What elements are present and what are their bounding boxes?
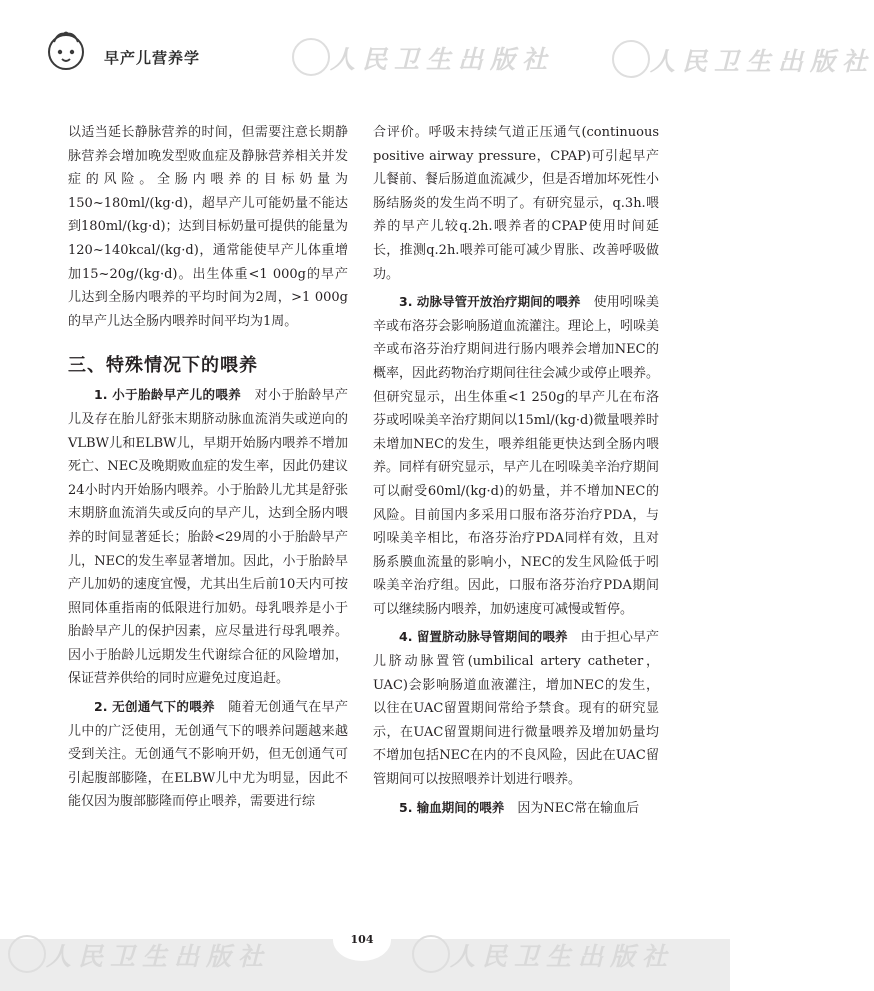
watermark-seal-icon [292,38,330,76]
subsection-body: 由于担心早产儿脐动脉置管(umbilical artery catheter，UAC)会影响肠道血液灌注，增加NEC的发生，以往在UAC留置期间常给予禁食。现有的研究显示，在UAC留置期间进行微量喂养及增加奶量均不增加包括NEC在内的不良风险，因此在UAC留管期间可以按照喂养计划进行喂养。 [373,630,659,788]
subsection-title: 3. 动脉导管开放治疗期间的喂养 [399,294,581,310]
book-title: 早产儿营养学 [104,49,201,67]
subsection-4 [373,625,659,791]
subsection-title: 2. 无创通气下的喂养 [94,699,215,715]
subsection-body: 对小于胎龄早产儿及存在胎儿舒张末期脐动脉血流消失或逆向的VLBW儿和ELBW儿，早期开始肠内喂养不增加死亡、NEC及晚期败血症的发生率，因此仍建议24小时内开始肠内喂养。小于胎龄儿尤其是舒张末期脐血流消失或反向的早产儿，达到全肠内喂养的时间显著延长；胎龄<29周的小于胎龄早产儿，NEC的发生率显著增加。因此，小于胎龄早产儿加奶的速度宜慢，尤其出生后前10天内可按照同体重指南的低限进行加奶。母乳喂养是小于胎龄早产儿的保护因素，应尽量进行母乳喂养。因小于胎龄儿远期发生代谢综合征的风险增加，保证营养供给的同时应避免过度追赶。 [68,388,348,687]
section-heading: 三、特殊情况下的喂养 [68,355,258,377]
subsection-title: 1. 小于胎龄早产儿的喂养 [94,387,242,403]
left-column [68,121,348,814]
subsection-1 [68,383,348,691]
subsection-body: 使用吲哚美辛或布洛芬会影响肠道血流灌注。理论上，吲哚美辛或布洛芬治疗期间进行肠内喂养会增加NEC的概率，因此药物治疗期间往往会减少或停止喂养。但研究显示，出生体重<1 250g的早产儿在布洛芬或吲哚美辛治疗期间以15ml/(kg·d)微量喂养时未增加NEC的发生，喂养组能更快达到全肠内喂养。同样有研究显示，早产儿在吲哚美辛治疗期间可以耐受60ml/(kg·d)的奶量，并不增加NEC的风险。目前国内多采用口服布洛芬治疗PDA，与吲哚美辛相比，布洛芬治疗PDA同样有效，且对肠系膜血流量的影响小，NEC的发生风险低于吲哚美辛治疗组。因此，口服布洛芬治疗PDA期间可以继续肠内喂养，加奶速度可减慢或暂停。 [373,295,660,617]
watermark: 人民卫生出版社 [650,47,874,76]
subsection-title: 4. 留置脐动脉导管期间的喂养 [399,629,568,645]
subsection-2 [68,695,348,814]
page-number: 104 [350,933,374,946]
watermark: 人民卫生出版社 [46,942,271,971]
baby-face-logo-icon [44,28,88,72]
subsection-title: 5. 输血期间的喂养 [399,799,505,815]
paragraph: 合评价。呼吸末持续气道正压通气(continuous positive airway pressure，CPAP)可引起早产儿餐前、餐后肠道血流减少，但是否增加坏死性小肠结肠炎的发生尚不明了。有研究显示，q.3h.喂养的早产儿较q.2h.喂养者的CPAP使用时间延长，推测q.2h.喂养可能可减少胃胀、改善呼吸做功。 [373,125,660,282]
right-column [373,121,659,820]
watermark-seal-icon [612,40,650,78]
paragraph: 以适当延长静脉营养的时间，但需要注意长期静脉营养会增加晚发型败血症及静脉营养相关并发症的风险。全肠内喂养的目标奶量为150~180ml/(kg·d)，超早产儿可能奶量不能达到180ml/(kg·d)；达到目标奶量可提供的能量为120~140kcal/(kg·d)，通常能使早产儿体重增加15~20g/(kg·d)。出生体重<1 000g的早产儿达到全肠内喂养的平均时间为2周，>1 000g的早产儿达全肠内喂养时间平均为1周。 [68,125,348,329]
subsection-3 [373,290,659,621]
page-header [0,0,874,100]
watermark: 人民卫生出版社 [450,942,675,971]
subsection-body: 因为NEC常在输血后 [517,800,640,816]
subsection-body: 随着无创通气在早产儿中的广泛使用，无创通气下的喂养问题越来越受到关注。无创通气不影响开奶，但无创通气可引起腹部膨隆，在ELBW儿中尤为明显，因此不能仅因为腹部膨隆而停止喂养，需要进行综 [68,700,348,810]
watermark: 人民卫生出版社 [330,45,555,74]
watermark-seal-icon [412,935,450,973]
subsection-5 [373,796,659,821]
watermark-seal-icon [8,935,46,973]
